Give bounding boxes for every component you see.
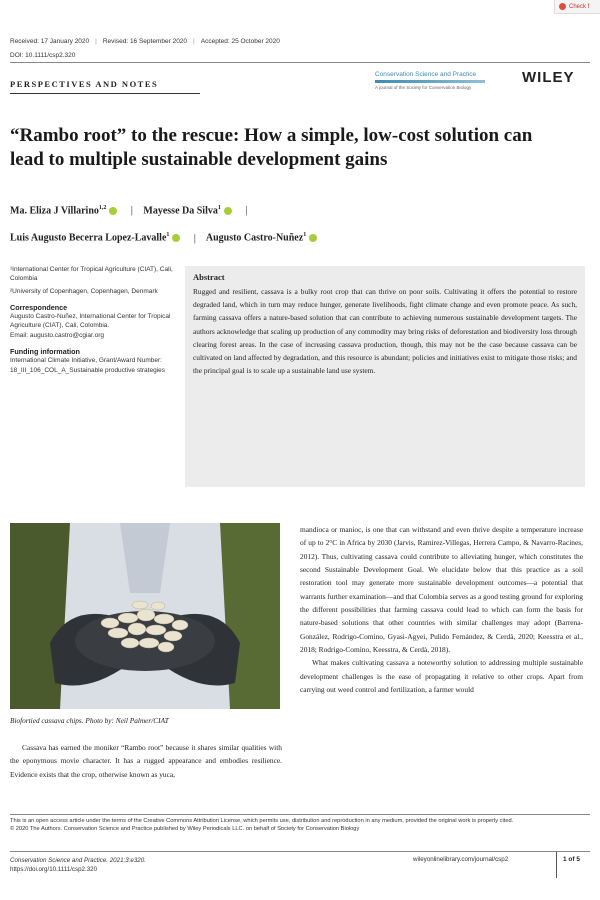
author-separator: |	[193, 232, 196, 244]
body-column-left	[10, 741, 282, 781]
date-separator: |	[95, 38, 97, 45]
correspondence-text: Augusto Castro-Nuñez, International Center for Tropical Agriculture (CIAT), Cali, Colombia.	[10, 313, 171, 330]
author-affiliation-sup: 1	[217, 205, 221, 211]
accepted-date: Accepted: 25 October 2020	[200, 38, 280, 45]
affiliation-2: ²University of Copenhagen, Copenhagen, Denmark	[10, 287, 158, 295]
orcid-icon[interactable]	[172, 234, 180, 242]
abstract-text: Rugged and resilient, cassava is a bulky root crop that can thrive on poor soils. Cultivating it offers the potential to restore degraded land, which in turn may reduce hunger, generate livelihoods, fight climate change and even promote peace. As such, farming cassava offers a nature-based solution that can contribute to achieving numerous sustainable development targets. The authors acknowledge that scaling up production of any commodity may bring risks of deforestation and biodiversity loss through clearing forest areas. In the case of increasing cassava production, though, this may not be the case because cassava can be cultivated on land affected by degradation, and this resource is abundant; policies and initiatives exist to mitigate those risks; and the principal goal is to scale up a sustainable land use system.	[193, 287, 577, 376]
body-paragraph: Cassava has earned the moniker “Rambo root” because it shares similar qualities with the eponymous movie character. It has a rugged appearance and embodies resilience. Evidence exists that the crop, otherwise known as yuca,	[10, 743, 282, 779]
author-name[interactable]: Luis Augusto Becerra Lopez-Lavalle	[10, 232, 167, 244]
crossmark-icon	[559, 3, 566, 10]
abstract-heading: Abstract	[193, 272, 225, 282]
cassava-chips-photo	[10, 523, 280, 709]
orcid-icon[interactable]	[109, 207, 117, 215]
header-divider	[10, 62, 590, 63]
article-title: “Rambo root” to the rescue: How a simple, low-cost solution can lead to multiple sustainable development gains	[10, 125, 533, 170]
author-affiliation-sup: 1	[303, 232, 307, 239]
author-name[interactable]: Ma. Eliza J Villarino	[10, 205, 99, 217]
doi-label[interactable]: DOI: 10.1111/csp2.320	[10, 52, 76, 59]
body-column-right	[300, 523, 583, 696]
page-number: 1 of 5	[563, 856, 580, 863]
author-name[interactable]: Mayesse Da Silva	[143, 205, 218, 217]
orcid-icon[interactable]	[224, 207, 232, 215]
author-list	[10, 196, 570, 251]
funding-heading: Funding information	[10, 347, 80, 357]
body-paragraph: mandioca or manioc, is one that can withstand and even thrive despite a temperature increase of up to 2°C in Africa by 2030 (Jarvis, Ramirez-Villegas, Herrera Campo, & Navarro-Racines, 2012). Thus, cultivating cassava could contribute to alleviating hunger, which constitutes the second Sustainable Development Goal. We elucidate below that this practice as a soil restoration tool may generate more sustainable development outcomes—a potential that warrants further examination—and that Colombia serves as a good testing ground for exploring the different possibilities that farming cassava could lead to which can form the basis for nature-based solutions that other countries with similar challenges may adopt (Barrena-González, Rodrigo-Comino, Gyasi-Agyei, Pulido Fernández, & Cerdà, 2020; Keesstra et al., 2018; Rodrigo-Comino, Keesstra, & Cerdà, 2018).	[300, 525, 583, 655]
correspondence-heading: Correspondence	[10, 302, 68, 312]
doi-link[interactable]: https://doi.org/10.1111/csp2.320	[10, 866, 98, 873]
author-separator: |	[130, 205, 133, 217]
journal-site-link[interactable]: wileyonlinelibrary.com/journal/csp2	[413, 856, 509, 863]
journal-citation: Conservation Science and Practice. 2021;3:e320.	[10, 857, 146, 864]
body-paragraph: What makes cultivating cassava a noteworthy solution to addressing multiple sustainable development challenges is the ease of propagating it relative to other crops. Apart from carrying out weed control and fertilization, a farmer would	[300, 658, 583, 695]
journal-logo[interactable]	[375, 71, 505, 90]
funding-text: International Climate Initiative, Grant/Award Number: 18_III_106_COL_A_Sustainable productive strategies	[10, 357, 166, 374]
revised-date: Revised: 16 September 2020	[102, 38, 188, 45]
author-name[interactable]: Augusto Castro-Nuñez	[205, 232, 304, 244]
author-separator: |	[245, 205, 248, 217]
photo-illustration	[10, 523, 280, 709]
date-separator: |	[193, 38, 195, 45]
correspondence-email[interactable]: Email: augusto.castro@cgiar.org	[10, 331, 105, 339]
journal-reference	[10, 856, 146, 874]
article-dates	[10, 38, 580, 45]
check-for-updates-badge[interactable]	[554, 0, 600, 14]
author-affiliation-sup: 1	[166, 232, 170, 239]
footer-divider	[10, 851, 590, 852]
section-label: PERSPECTIVES AND NOTES	[10, 79, 159, 89]
journal-logo-bar	[375, 80, 485, 83]
copyright-text: © 2020 The Authors. Conservation Science and Practice published by Wiley Periodicals LLC. on behalf of Society for Conservation Biology	[10, 826, 360, 833]
abstract-box	[185, 266, 585, 487]
author-affiliation-sup: 1,2	[98, 205, 107, 211]
received-date: Received: 17 January 2020	[10, 38, 90, 45]
license-notice	[10, 817, 590, 834]
section-underline	[10, 93, 200, 94]
figure-caption: Biofortied cassava chips. Photo by: Neil Palmer/CIAT	[10, 716, 169, 725]
check-label: Check f	[569, 3, 590, 10]
journal-subtitle: A journal of the Society for Conservation Biology	[375, 85, 472, 90]
article-info-sidebar	[10, 265, 178, 375]
affiliation-1: ¹International Center for Tropical Agriculture (CIAT), Cali, Colombia	[10, 266, 173, 283]
publisher-logo[interactable]: WILEY	[522, 69, 575, 86]
license-text: This is an open access article under the terms of the Creative Commons Attribution License, which permits use, distribution and reproduction in any medium, provided the original work is properly cited.	[10, 818, 514, 824]
orcid-icon[interactable]	[309, 234, 317, 242]
page-separator	[556, 852, 557, 878]
footer-divider	[10, 814, 590, 815]
journal-name: Conservation Science and Practice	[375, 71, 477, 78]
